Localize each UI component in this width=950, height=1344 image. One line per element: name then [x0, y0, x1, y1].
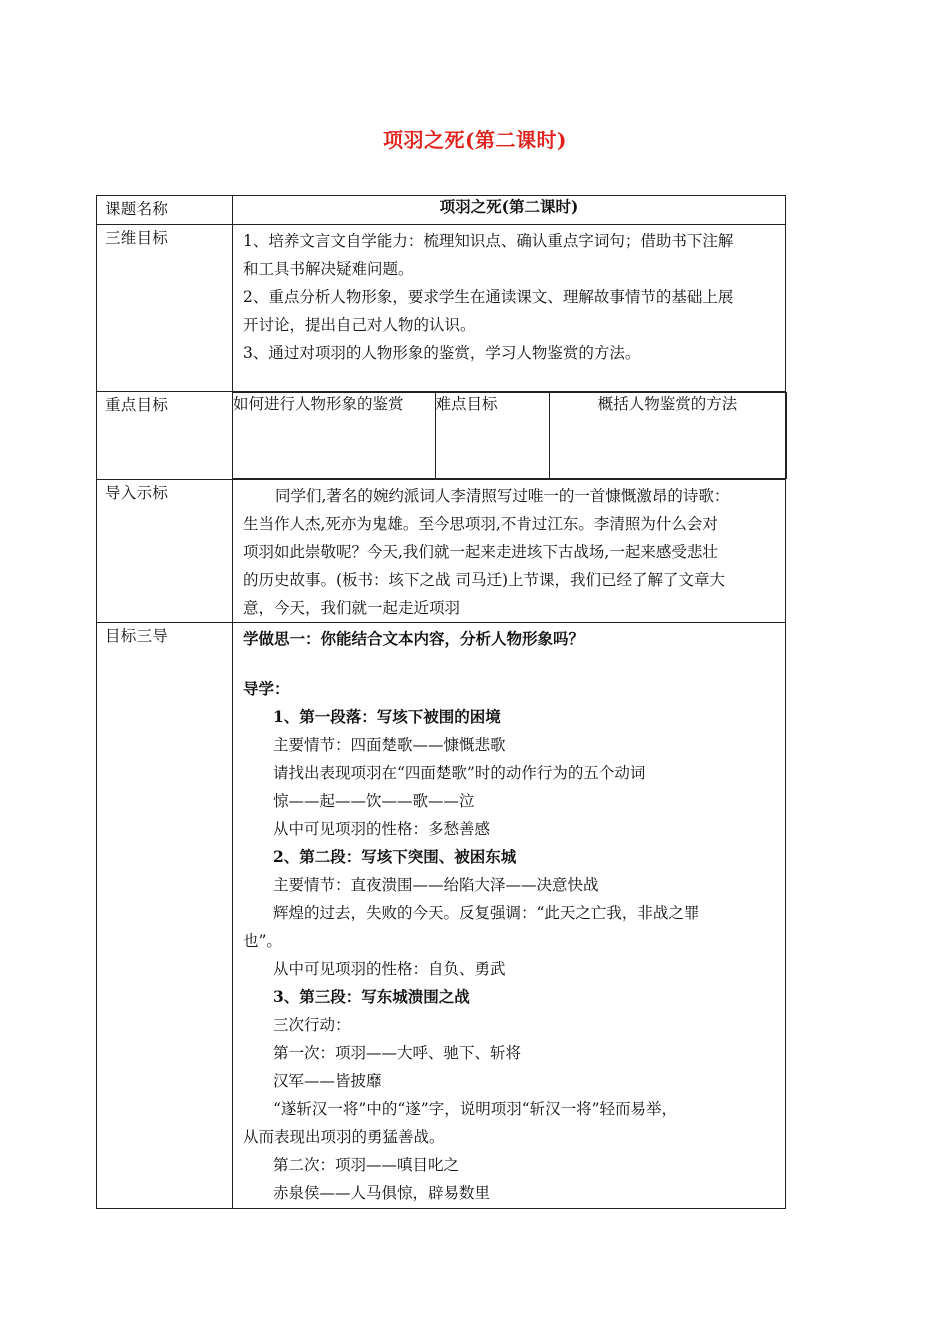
row-topic [97, 196, 786, 225]
section-1-line: 主要情节：四面楚歌——慷慨悲歌 [273, 736, 506, 754]
section-3-continuation: 从而表现出项羽的勇猛善战。 [243, 1128, 445, 1146]
goals-line: 1、培养文言文自学能力：梳理知识点、确认重点字词句；借助书下注解 [243, 232, 734, 250]
row-intro [97, 480, 786, 623]
section-2-line: 主要情节：直夜溃围——绐陷大泽——决意快战 [273, 876, 599, 894]
section-1-line: 惊——起——饮——歌——泣 [273, 792, 475, 810]
section-3-line: 第一次：项羽——大呼、驰下、斩将 [273, 1044, 522, 1062]
goals-content [233, 225, 786, 392]
section-3-line: 三次行动： [273, 1016, 351, 1034]
section-1-line: 从中可见项羽的性格：多愁善感 [273, 820, 491, 838]
label-intro: 导入示标 [97, 480, 233, 623]
section-2-line: 辉煌的过去，失败的今天。反复强调：“此天之亡我，非战之罪 [273, 904, 700, 922]
section-3-line: “遂斩汉一将”中的“遂”字，说明项羽“斩汉一将”轻而易举， [273, 1100, 678, 1118]
topic-value: 项羽之死(第二课时) [233, 196, 786, 225]
intro-line: 意，今天，我们就一起走近项羽 [243, 599, 461, 617]
guide-question: 学做思一：你能结合文本内容，分析人物形象吗？ [243, 629, 585, 648]
key-subtable [233, 392, 787, 479]
label-guide: 目标三导 [97, 623, 233, 1209]
section-2-trait: 从中可见项羽的性格：自负、勇武 [273, 960, 506, 978]
intro-line: 同学们,著名的婉约派词人李清照写过唯一的一首慷慨激昂的诗歌： [275, 487, 730, 505]
page-title: 项羽之死(第二课时) [383, 128, 567, 152]
section-3-line: 第二次：项羽——嗔目叱之 [273, 1156, 460, 1174]
section-3-line: 汉军——皆披靡 [273, 1072, 382, 1090]
label-difficulty: 难点目标 [435, 393, 549, 479]
intro-line: 项羽如此崇敬呢？今天,我们就一起来走进垓下古战场,一起来感受悲壮 [243, 543, 718, 561]
section-1-title: 1、第一段落：写垓下被围的困境 [273, 707, 501, 726]
guide-content [233, 623, 786, 1209]
intro-line: 生当作人杰,死亦为鬼雄。至今思项羽,不肯过江东。李清照为什么会对 [243, 515, 718, 533]
key-value: 如何进行人物形象的鉴赏 [233, 393, 435, 479]
guide-daoxue: 导学： [243, 679, 290, 698]
goals-line: 3、通过对项羽的人物形象的鉴赏，学习人物鉴赏的方法。 [243, 344, 641, 362]
goals-line: 2、重点分析人物形象，要求学生在通读课文、理解故事情节的基础上展 [243, 288, 734, 306]
label-key: 重点目标 [97, 392, 233, 480]
goals-line: 开讨论，提出自己对人物的认识。 [243, 316, 476, 334]
section-3-title: 3、第三段：写东城溃围之战 [273, 987, 470, 1006]
section-2-continuation: 也”。 [243, 932, 282, 950]
lesson-plan-table [96, 195, 786, 1209]
row-key [97, 392, 786, 480]
label-topic: 课题名称 [97, 196, 233, 225]
row-guide [97, 623, 786, 1209]
goals-line: 和工具书解决疑难问题。 [243, 260, 414, 278]
section-1-line: 请找出表现项羽在“四面楚歌”时的动作行为的五个动词 [273, 764, 646, 782]
section-3-line: 赤泉侯——人马俱惊，辟易数里 [273, 1184, 491, 1202]
intro-line: 的历史故事。(板书：垓下之战 司马迁)上节课，我们已经了解了文章大 [243, 571, 726, 589]
intro-content [233, 480, 786, 623]
difficulty-value: 概括人物鉴赏的方法 [549, 393, 786, 479]
section-2-title: 2、第二段：写垓下突围、被困东城 [273, 847, 517, 866]
label-goals: 三维目标 [97, 225, 233, 392]
row-goals [97, 225, 786, 392]
